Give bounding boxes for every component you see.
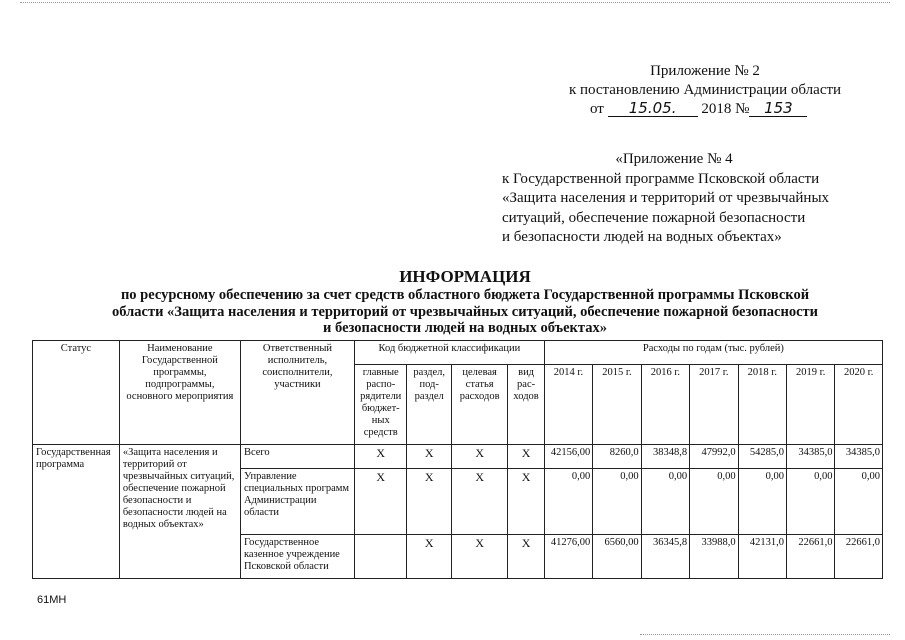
cell-value: 0,00 bbox=[593, 469, 641, 535]
document-title: ИНФОРМАЦИЯ bbox=[399, 267, 531, 286]
cell-grbs: Х bbox=[355, 445, 407, 469]
header-year: 2016 г. bbox=[641, 365, 689, 445]
cell-target: Х bbox=[451, 445, 508, 469]
handwritten-number: 153 bbox=[749, 101, 807, 117]
row-executor: Всего bbox=[240, 445, 354, 469]
cell-value: 33988,0 bbox=[690, 535, 738, 579]
annex-block bbox=[502, 150, 846, 248]
row-executor: Государственное казенное учреждение Псковской области bbox=[240, 535, 354, 579]
cell-value: 6560,00 bbox=[593, 535, 641, 579]
cell-value: 54285,0 bbox=[738, 445, 786, 469]
cell-value: 0,00 bbox=[690, 469, 738, 535]
subtitle-line: по ресурсному обеспечению за счет средств областного бюджета Государственной программы Псковской bbox=[120, 287, 810, 303]
header-expense-type: вид рас-ходов bbox=[508, 365, 544, 445]
cell-value: 36345,8 bbox=[641, 535, 689, 579]
header-year: 2014 г. bbox=[544, 365, 592, 445]
header-year: 2018 г. bbox=[738, 365, 786, 445]
header-expenses: Расходы по годам (тыс. рублей) bbox=[544, 341, 882, 365]
cell-value: 34385,0 bbox=[835, 445, 883, 469]
annex-line: к Государственной программе Псковской области bbox=[502, 170, 820, 187]
cell-value: 0,00 bbox=[641, 469, 689, 535]
appendix-block bbox=[555, 62, 855, 119]
document-subtitle bbox=[40, 287, 890, 337]
cell-type: Х bbox=[508, 535, 544, 579]
footer-code: 61МН bbox=[37, 594, 67, 606]
subtitle-line: области «Защита населения и территорий от чрезвычайных ситуаций, обеспечение пожарной безопасности bbox=[112, 303, 818, 320]
header-name: Наименование Государственной программы, подпрограммы, основного мероприятия bbox=[119, 341, 240, 445]
header-target-item: целевая статья расходов bbox=[451, 365, 508, 445]
cell-value: 38348,8 bbox=[641, 445, 689, 469]
date-prefix: от bbox=[590, 101, 604, 117]
cell-target: Х bbox=[451, 469, 508, 535]
cell-value: 0,00 bbox=[787, 469, 835, 535]
cell-type: Х bbox=[508, 469, 544, 535]
appendix-title: Приложение № 2 bbox=[650, 63, 760, 79]
cell-value: 34385,0 bbox=[787, 445, 835, 469]
annex-line: «Защита населения и территорий от чрезвычайных bbox=[502, 190, 830, 206]
cell-value: 0,00 bbox=[544, 469, 592, 535]
cell-value: 22661,0 bbox=[835, 535, 883, 579]
group-status: Государственная программа bbox=[33, 445, 120, 579]
cell-grbs: Х bbox=[355, 469, 407, 535]
header-status: Статус bbox=[33, 341, 120, 445]
annex-line: ситуаций, обеспечение пожарной безопасности bbox=[502, 209, 806, 226]
cell-value: 8260,0 bbox=[593, 445, 641, 469]
cell-value: 22661,0 bbox=[787, 535, 835, 579]
cell-grbs bbox=[355, 535, 407, 579]
appendix-date-line bbox=[555, 100, 855, 119]
resource-table bbox=[32, 340, 883, 579]
year-number-label: 2018 № bbox=[701, 101, 750, 117]
header-year: 2017 г. bbox=[690, 365, 738, 445]
annex-line: и безопасности людей на водных объектах» bbox=[502, 229, 782, 245]
subtitle-line: и безопасности людей на водных объектах» bbox=[323, 320, 607, 336]
cell-value: 0,00 bbox=[738, 469, 786, 535]
cell-section: Х bbox=[407, 469, 451, 535]
cell-value: 42156,00 bbox=[544, 445, 592, 469]
handwritten-date: 15.05. bbox=[608, 101, 698, 117]
cell-section: Х bbox=[407, 445, 451, 469]
cell-value: 42131,0 bbox=[738, 535, 786, 579]
cell-type: Х bbox=[508, 445, 544, 469]
group-name: «Защита населения и территорий от чрезвычайных ситуаций, обеспечение пожарной безопасности и безопасности людей на водных объектах» bbox=[119, 445, 240, 579]
appendix-reference: к постановлению Администрации области bbox=[568, 82, 842, 98]
cell-value: 41276,00 bbox=[544, 535, 592, 579]
header-year: 2015 г. bbox=[593, 365, 641, 445]
header-budget-code: Код бюджетной классификации bbox=[355, 341, 545, 365]
header-main-managers: главные распо-рядители бюджет-ных средств bbox=[355, 365, 407, 445]
row-executor: Управление специальных программ Администрации области bbox=[240, 469, 354, 535]
annex-title: «Приложение № 4 bbox=[615, 151, 733, 167]
cell-section: Х bbox=[407, 535, 451, 579]
header-year: 2020 г. bbox=[835, 365, 883, 445]
header-year: 2019 г. bbox=[787, 365, 835, 445]
cell-value: 0,00 bbox=[835, 469, 883, 535]
cell-value: 47992,0 bbox=[690, 445, 738, 469]
bottom-scan-line bbox=[640, 634, 890, 635]
header-section: раздел, под-раздел bbox=[407, 365, 451, 445]
header-executor: Ответственный исполнитель, соисполнители, участники bbox=[240, 341, 354, 445]
cell-target: Х bbox=[451, 535, 508, 579]
table-row bbox=[33, 445, 883, 469]
top-scan-line bbox=[20, 2, 890, 3]
